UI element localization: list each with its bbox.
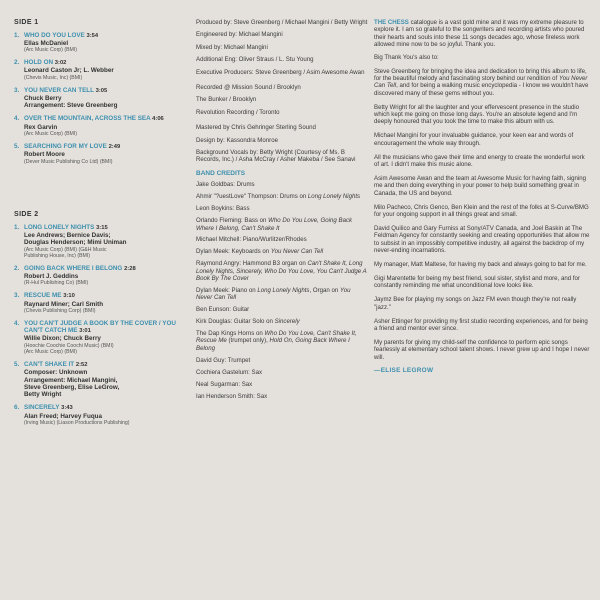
notes-paragraph: [374, 339, 590, 361]
track-writer: Raynard Miner; Carl Smith: [24, 300, 104, 308]
track-duration: 3:05: [95, 87, 108, 94]
band-credit-line: [196, 381, 368, 388]
track-writer: Douglas Henderson; Mimi Uniman: [24, 239, 127, 247]
notes-paragraph: [374, 261, 590, 268]
credit-line: Executive Producers: Steve Greenberg / Asim Awesome Awan: [196, 68, 365, 76]
track-title: [24, 265, 186, 273]
band-credit-text: Raymond Angry: Hammond B3 organ on: [196, 260, 308, 268]
credit-line: Recorded @ Mission Sound / Brooklyn: [196, 84, 301, 92]
track-duration: 2:52: [75, 361, 88, 368]
track-number: 2.: [14, 264, 20, 272]
notes-signature: —ELISE LEGROW: [374, 367, 434, 375]
band-credit-line: [196, 193, 368, 200]
production-credits: [196, 0, 368, 164]
track-number: 1.: [14, 223, 20, 231]
notes-text: , and for being a walking music encyclopedia - I know we wouldn't have discovered many of these gems without you.: [374, 82, 589, 97]
band-credit-text: Dylan Meek: Keyboards on: [196, 248, 271, 256]
track-publisher: (Chevis Music, Inc) (BMI): [24, 74, 83, 81]
track-publisher: (Dever Music Publishing Co Ltd) (BMI): [24, 158, 113, 165]
band-credit-line: [196, 205, 368, 212]
notes-intro: [374, 19, 590, 49]
band-credit-text: David Guy: Trumpet: [196, 356, 251, 364]
track-duration: 2:28: [124, 265, 136, 272]
track-item: [14, 32, 186, 54]
track-number: 5.: [14, 142, 20, 150]
track-number: 2.: [14, 59, 20, 67]
track-title-text: SEARCHING FOR MY LOVE: [24, 142, 107, 150]
notes-text: Betty Wright for all the laughter and your effervescent presence in the studio which kept me going on those long days. You're an absolute legend and I'm deeply honoured that you took the time to make this album with us.: [374, 103, 580, 126]
notes-song-title: You Never Can Tell: [374, 74, 588, 90]
credit-line: Design by: Kassondra Monroe: [196, 136, 278, 144]
band-credit-line: [196, 306, 368, 313]
track-title-text: CAN'T SHAKE IT: [24, 360, 75, 368]
track-publisher: Publishing House, Inc) (BMI): [24, 252, 91, 259]
track-publisher: (R-Hul Publishing Co) (BMI): [24, 280, 89, 287]
notes-text: David Quilico and Gary Furniss at Sony/ATV Canada, and Joel Baskin at The Feldman Agency for constantly seeking and creating opportunities that allow me to subsist in an impossibly competitive industry, all against the backdrop of my never-ending incarnations.: [374, 225, 590, 255]
credits-column: [196, 0, 368, 400]
credit-line: Mastered by Chris Gehringer Sterling Sound: [196, 124, 316, 132]
track-title: [24, 143, 186, 151]
track-duration: 3:10: [63, 293, 75, 300]
track-title-text: YOU CAN'T JUDGE A BOOK BY THE COVER / YOU CAN'T CATCH ME: [24, 319, 176, 335]
track-duration: 3:43: [61, 405, 73, 412]
track-writer: Arrangement: Steve Greenberg: [24, 102, 118, 110]
band-credit-line: [196, 393, 368, 400]
track-title-text: OVER THE MOUNTAIN, ACROSS THE SEA: [24, 115, 151, 123]
track-item: [14, 59, 186, 81]
track-duration: 3:54: [86, 32, 99, 39]
track-number: 5.: [14, 360, 20, 368]
track-writer: Alan Freed; Harvey Fuqua: [24, 412, 103, 420]
track-title: [24, 115, 186, 123]
band-credit-songs: Sincerely: [274, 318, 300, 326]
track-item: [14, 292, 186, 314]
band-credit-text: Leon Boykins: Bass: [196, 205, 250, 213]
track-writer: Willie Dixon; Chuck Berry: [24, 335, 101, 343]
track-item: [14, 115, 186, 137]
credit-line: Revolution Recording / Toronto: [196, 108, 280, 116]
track-writer: Arrangement: Michael Mangini,: [24, 376, 118, 384]
notes-paragraph: [374, 175, 590, 197]
notes-text: Asher Ettinger for providing my first studio recording experiences, and for being a friend and mentor ever since.: [374, 317, 588, 333]
band-credit-text: Ian Henderson Smith: Sax: [196, 392, 268, 400]
track-title: [24, 292, 186, 300]
track-number: 3.: [14, 86, 20, 94]
band-credit-text: Jake Goldbas: Drums: [196, 181, 255, 189]
notes-text: All the musicians who gave their time and energy to create the wonderful work of art. I didn't make this music alone.: [374, 153, 585, 169]
notes-paragraph: [374, 204, 590, 219]
credit-line: Engineered by: Michael Mangini: [196, 31, 283, 39]
band-credit-songs: Who Do You Love, Can't Shake It, Rescue Me: [196, 330, 357, 345]
band-credit-line: [196, 181, 368, 188]
band-credit-text: Cochiera Gastelum: Sax: [196, 368, 263, 376]
notes-paragraph: [374, 225, 590, 255]
band-credit-songs: You Never Can Tell: [270, 248, 324, 256]
band-credits: [196, 170, 368, 400]
band-credit-songs: Who Do You Love, Going Back Where I Belong, Can't Shake It: [196, 217, 353, 232]
notes-text: Milo Pacheco, Chris Genco, Ben Klein and the rest of the folks at S-Curve/BMG for your ongoing support in all things great and small.: [374, 203, 589, 219]
track-publisher: (Arc Music Corp) (BMI) (G&H Music: [24, 246, 107, 253]
track-number: 4.: [14, 115, 20, 123]
notes-paragraph: [374, 132, 590, 147]
band-credit-text: Kirk Douglas: Guitar Solo on: [196, 318, 275, 326]
band-credit-songs: Can't Shake It, Long Lonely Nights, Sincerely, Who Do You Love, You Can't Judge A Book By The Cover: [196, 260, 367, 283]
track-item: [14, 265, 186, 287]
notes-text: Michael Mangini for your invaluable guidance, your keen ear and words of encouragement the whole way through.: [374, 132, 574, 147]
notes-text: Jaymz Bee for playing my songs on Jazz FM even though they're not really "jazz.": [374, 296, 577, 311]
track-title: [24, 87, 186, 95]
track-writer: Chuck Berry: [24, 94, 62, 102]
band-credit-text: The Dap Kings Horns on: [196, 330, 265, 338]
band-credit-text: Ahmir "?uestLove" Thompson: Drums on: [196, 193, 308, 201]
notes-paragraph: [374, 154, 590, 169]
track-duration: 4:06: [152, 116, 164, 123]
notes-intro-title: THE CHESS: [374, 19, 409, 26]
band-credit-line: [196, 318, 368, 325]
track-title: [24, 32, 186, 40]
track-title: [24, 320, 186, 336]
band-credits-title: BAND CREDITS: [196, 169, 246, 177]
track-item: [14, 87, 186, 110]
track-publisher: (Arc Music Corp) (BMI): [24, 349, 78, 356]
notes-text: My manager, Matt Maltese, for having my back and always going to bat for me.: [374, 261, 587, 269]
track-writer: Ellas McDaniel: [24, 39, 69, 47]
track-title: [24, 361, 186, 369]
track-item: [14, 361, 186, 399]
track-body: [24, 320, 186, 356]
credit-line: Background Vocals by: Betty Wright (Courtesy of Ms. B Records, Inc.) / Asha McCray / Asher Makeba / See Sanavi: [196, 149, 356, 164]
band-credit-text: Michael Mitchell: Piano/Wurlitzer/Rhodes: [196, 236, 307, 244]
track-publisher: (Chevis Publishing Corp) (BMI): [24, 307, 96, 314]
track-title: [24, 224, 186, 232]
track-duration: 2:49: [108, 143, 121, 150]
band-credit-line: [196, 357, 368, 364]
track-duration: 3:01: [79, 328, 91, 335]
track-body: [24, 361, 186, 399]
band-credit-songs: Hold On, Going Back Where I Belong: [196, 337, 350, 352]
notes-paragraph: [374, 318, 590, 333]
track-writer: Robert Moore: [24, 151, 65, 159]
track-body: [24, 224, 186, 260]
notes-text: My parents for giving my child-self the confidence to perform epic songs fearlessly at elementary school talent shows. I never grew up and I hope I never will.: [374, 339, 590, 361]
track-duration: 3:15: [96, 224, 108, 231]
band-credit-text: Neal Sugarman: Sax: [196, 380, 253, 388]
notes-column: [374, 0, 590, 374]
band-credit-line: [196, 248, 368, 255]
credit-line: Produced by: Steve Greenberg / Michael Mangini / Betty Wright: [196, 19, 368, 26]
credit-line: Additional Eng: Oliver Straus / L. Stu Young: [196, 56, 314, 64]
track-body: [24, 404, 186, 426]
track-title-text: LONG LONELY NIGHTS: [24, 223, 95, 231]
track-number: 4.: [14, 319, 20, 327]
track-writer: Leonard Caston Jr; L. Webber: [24, 67, 114, 75]
track-publisher: (Arc Music Corp) (BMI): [24, 47, 78, 54]
band-credit-line: [196, 369, 368, 376]
track-item: [14, 320, 186, 356]
band-credit-line: [196, 287, 368, 302]
track-publisher: (Hoochie Coochie Coochi Music) (BMI): [24, 342, 114, 349]
side2-label: SIDE 2: [14, 211, 39, 218]
notes-text: Gigi Marentette for being my best friend, soul sister, stylist and more, and for constantly reminding me what unconditional love looks like.: [374, 275, 580, 290]
track-title-text: WHO DO YOU LOVE: [24, 31, 85, 39]
notes-paragraph: [374, 104, 590, 126]
track-publisher: (Arc Music Corp) (BMI): [24, 131, 78, 138]
track-writer: Robert J. Geddins: [24, 273, 79, 281]
track-title-text: RESCUE ME: [24, 292, 62, 300]
track-body: [24, 115, 186, 137]
notes-text: Steve Greenberg for bringing the idea and dedication to bring this album to life, for the beautiful melody and fascinating story behind our rendition of: [374, 67, 587, 82]
track-body: [24, 32, 186, 54]
band-credit-text: Dylan Meek: Piano on: [196, 286, 258, 294]
band-credit-line: [196, 236, 368, 243]
track-body: [24, 292, 186, 314]
track-title-text: YOU NEVER CAN TELL: [24, 86, 94, 94]
track-writer: Steve Greenberg, Elise LeGrow,: [24, 384, 120, 391]
notes-paragraph: [374, 275, 590, 290]
band-credit-text: , Organ on: [309, 286, 340, 294]
notes-thanks-heading: Big Thank You's also to:: [374, 53, 439, 61]
track-writer: Lee Andrews; Bernice Davis;: [24, 231, 111, 239]
band-credit-text: (trumpet only),: [226, 337, 270, 345]
track-title: [24, 59, 186, 67]
track-writer: Rex Garvin: [24, 123, 58, 131]
track-body: [24, 143, 186, 165]
band-credit-songs: You Never Can Tell: [196, 286, 351, 302]
track-body: [24, 87, 186, 110]
notes-text: Asim Awesome Awan and the team at Awesome Music for having faith, signing me and then doing everything in your power to help build something great in Canada, the US and beyond.: [374, 175, 587, 197]
band-credit-text: Ben Eunson: Guitar: [196, 306, 250, 314]
track-title-text: HOLD ON: [24, 59, 54, 67]
side1-section: [14, 19, 186, 165]
side2-section: [14, 211, 186, 426]
band-credit-text: Orlando Fleming: Bass on: [196, 217, 269, 225]
track-number: 1.: [14, 31, 20, 39]
notes-paragraph: [374, 68, 590, 98]
track-item: [14, 224, 186, 260]
liner-notes: [374, 0, 590, 374]
side1-label: SIDE 1: [14, 19, 39, 26]
credit-line: The Bunker / Brooklyn: [196, 96, 257, 104]
credit-line: Mixed by: Michael Mangini: [196, 43, 268, 51]
band-credit-line: [196, 217, 368, 232]
band-credit-songs: Long Lonely Nights: [307, 193, 361, 201]
track-body: [24, 59, 186, 81]
track-duration: 3:02: [54, 60, 67, 67]
track-writer: Composer: Unknown: [24, 369, 88, 377]
track-number: 6.: [14, 404, 20, 412]
track-writer: Betty Wright: [24, 391, 62, 399]
track-number: 3.: [14, 292, 20, 300]
track-publisher: (Irving Music) (Liason Productions Publishing): [24, 420, 130, 427]
track-item: [14, 143, 186, 165]
track-item: [14, 404, 186, 426]
band-credit-line: [196, 330, 368, 352]
track-title-text: GOING BACK WHERE I BELONG: [24, 264, 123, 272]
notes-intro-text: catalogue is a vast gold mine and it was my extreme pleasure to explore it. I am so grateful to the songwriters and recording artists who poured their hearts and souls into these 11 songs decades ago, whose fireless work allowed mine now to be so joyful. Thank you.: [374, 19, 585, 49]
band-credit-line: [196, 260, 368, 282]
band-credit-songs: Long Lonely Nights: [257, 286, 310, 294]
track-body: [24, 265, 186, 287]
track-title: [24, 404, 186, 412]
notes-paragraph: [374, 296, 590, 311]
track-title-text: SINCERELY: [24, 404, 60, 412]
